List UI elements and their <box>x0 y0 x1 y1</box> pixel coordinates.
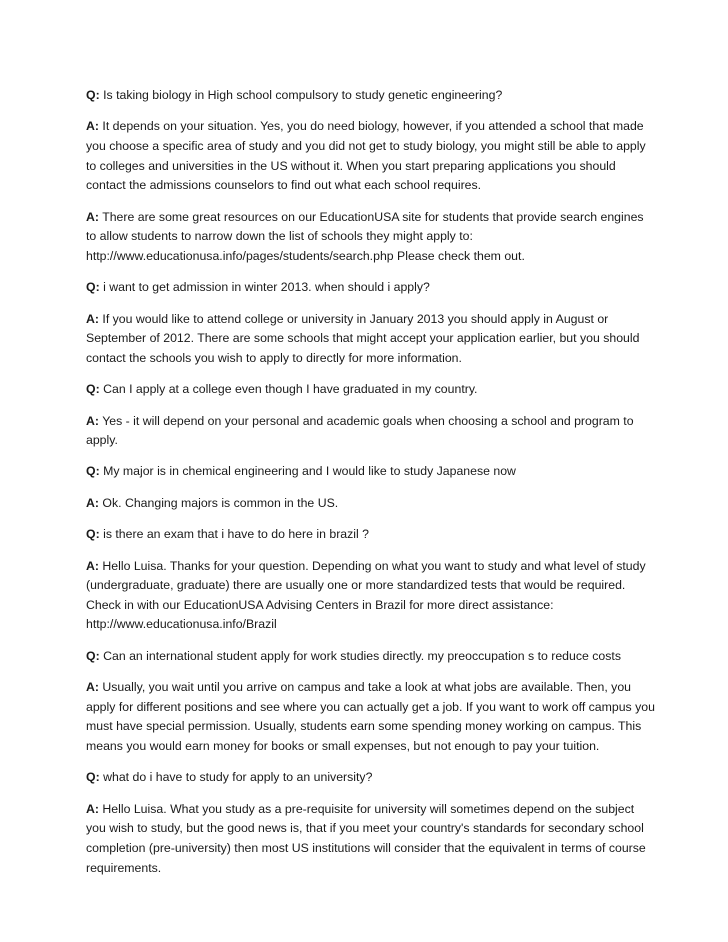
qa-paragraph-10 <box>86 525 656 545</box>
answer-text: If you would like to attend college or university in January 2013 you should apply in August or September of 2012. There are some schools that might accept your application earlier, but you should contact the schools you wish to apply to directly for more information. <box>86 311 640 365</box>
document-page <box>86 86 656 890</box>
answer-text: Ok. Changing majors is common in the US. <box>102 495 339 510</box>
answer-label: A: <box>86 413 99 428</box>
question-label: Q: <box>86 280 100 295</box>
answer-label: A: <box>86 495 99 510</box>
question-text: My major is in chemical engineering and I would like to study Japanese now <box>103 464 516 479</box>
answer-text: Hello Luisa. Thanks for your question. Depending on what you want to study and what level of study (undergraduate, graduate) there are usually one or more standardized tests that would be required. Check in with our EducationUSA Advising Centers in Brazil for more direct assistance: http://www.educationusa.info/Brazil <box>86 558 646 632</box>
question-label: Q: <box>86 770 100 785</box>
question-label: Q: <box>86 464 100 479</box>
qa-paragraph-15 <box>86 800 656 878</box>
answer-text: It depends on your situation. Yes, you do need biology, however, if you attended a school that made you choose a specific area of study and you did not get to study biology, you might still be able to apply to colleges and universities in the US without it. When you start preparing applications you should contact the admissions counselors to find out what each school requires. <box>86 119 646 193</box>
qa-paragraph-2 <box>86 117 656 195</box>
question-text: i want to get admission in winter 2013. when should i apply? <box>103 280 430 295</box>
qa-paragraph-8 <box>86 462 656 482</box>
question-text: Can I apply at a college even though I have graduated in my country. <box>103 382 478 397</box>
question-label: Q: <box>86 88 100 102</box>
qa-paragraph-3 <box>86 208 656 267</box>
question-label: Q: <box>86 382 100 397</box>
question-text: Can an international student apply for work studies directly. my preoccupation s to reduce costs <box>103 648 621 663</box>
qa-paragraph-12 <box>86 647 656 667</box>
qa-paragraph-9 <box>86 494 656 514</box>
question-text: is there an exam that i have to do here in brazil ? <box>103 527 369 542</box>
question-text: what do i have to study for apply to an university? <box>103 770 373 785</box>
qa-paragraph-6 <box>86 380 656 400</box>
qa-paragraph-7 <box>86 412 656 451</box>
question-label: Q: <box>86 527 100 542</box>
answer-label: A: <box>86 311 99 326</box>
answer-text: There are some great resources on our EducationUSA site for students that provide search engines to allow students to narrow down the list of schools they might apply to: http://www.educationusa.info/pages/students/search.php Please check them out. <box>86 209 644 263</box>
answer-label: A: <box>86 119 99 134</box>
qa-paragraph-4 <box>86 278 656 298</box>
answer-label: A: <box>86 801 99 816</box>
qa-paragraph-14 <box>86 768 656 788</box>
answer-text: Yes - it will depend on your personal and academic goals when choosing a school and program to apply. <box>86 413 634 448</box>
answer-text: Hello Luisa. What you study as a pre-requisite for university will sometimes depend on the subject you wish to study, but the good news is, that if you meet your country's standards for secondary school completion (pre-university) then most US institutions will consider that the equivalent in terms of course requirements. <box>86 801 646 875</box>
answer-label: A: <box>86 680 99 695</box>
question-text: Is taking biology in High school compulsory to study genetic engineering? <box>103 88 503 102</box>
qa-paragraph-1 <box>86 86 656 106</box>
answer-label: A: <box>86 558 99 573</box>
question-label: Q: <box>86 648 100 663</box>
qa-paragraph-11 <box>86 557 656 635</box>
qa-paragraph-5 <box>86 310 656 369</box>
answer-text: Usually, you wait until you arrive on campus and take a look at what jobs are available. Then, you apply for different positions and see where you can actually get a job. If you want to work off campus you must have special permission. Usually, students earn some spending money working on campus. This means you would earn money for books or small expenses, but not enough to pay your tuition. <box>86 680 655 753</box>
answer-label: A: <box>86 209 99 224</box>
qa-paragraph-13 <box>86 678 656 756</box>
